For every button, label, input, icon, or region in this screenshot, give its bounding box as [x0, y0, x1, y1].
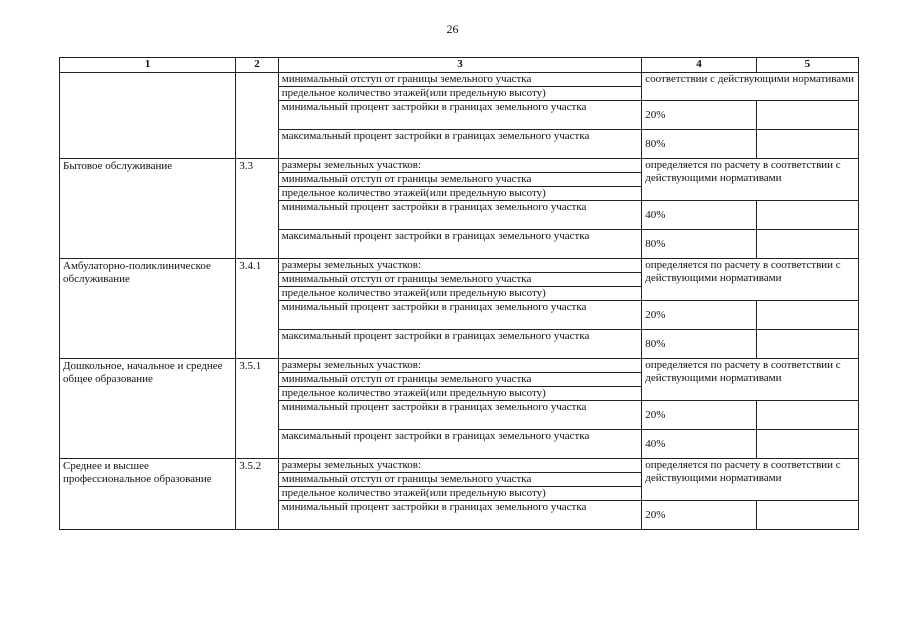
max-pct-value: 80%	[642, 330, 756, 359]
zoning-table	[59, 57, 859, 530]
req-sizes: размеры земельных участков:	[278, 459, 642, 473]
table-row	[60, 259, 859, 273]
page-number: 26	[446, 22, 459, 36]
req-max-floors: предельное количество этажей(или предельную высоту)	[278, 387, 642, 401]
req-min-pct: минимальный процент застройки в границах земельного участка	[278, 101, 642, 130]
req-max-pct: максимальный процент застройки в границах земельного участка	[278, 130, 642, 159]
req-max-pct: максимальный процент застройки в границах земельного участка	[278, 230, 642, 259]
empty-cell	[756, 301, 858, 330]
use-name-cell: Среднее и высшее профессиональное образование	[60, 459, 236, 530]
req-min-offset: минимальный отступ от границы земельного участка	[278, 73, 642, 87]
code-cell: 3.4.1	[236, 259, 279, 359]
table-row	[60, 459, 859, 473]
empty-cell	[756, 330, 858, 359]
table-row	[60, 73, 859, 87]
normative-cell: определяется по расчету в соответствии с действующими нормативами	[642, 259, 859, 301]
req-sizes: размеры земельных участков:	[278, 159, 642, 173]
min-pct-value: 20%	[642, 501, 756, 530]
empty-cell	[756, 101, 858, 130]
req-min-pct: минимальный процент застройки в границах земельного участка	[278, 501, 642, 530]
req-min-offset: минимальный отступ от границы земельного участка	[278, 373, 642, 387]
empty-cell	[756, 201, 858, 230]
header-col-1: 1	[60, 58, 236, 73]
code-cell: 3.5.2	[236, 459, 279, 530]
req-sizes: размеры земельных участков:	[278, 359, 642, 373]
normative-cell: соответствии с действующими нормативами	[642, 73, 859, 101]
req-max-pct: максимальный процент застройки в границах земельного участка	[278, 330, 642, 359]
empty-cell	[756, 430, 858, 459]
req-max-floors: предельное количество этажей(или предельную высоту)	[278, 87, 642, 101]
min-pct-value: 20%	[642, 401, 756, 430]
table-row	[60, 159, 859, 173]
max-pct-value: 40%	[642, 430, 756, 459]
normative-cell: определяется по расчету в соответствии с действующими нормативами	[642, 459, 859, 501]
min-pct-value: 20%	[642, 301, 756, 330]
use-name-cell	[60, 73, 236, 159]
code-cell	[236, 73, 279, 159]
req-sizes: размеры земельных участков:	[278, 259, 642, 273]
normative-cell: определяется по расчету в соответствии с действующими нормативами	[642, 359, 859, 401]
use-name-cell: Амбулаторно-поликлиническое обслуживание	[60, 259, 236, 359]
max-pct-value: 80%	[642, 130, 756, 159]
req-min-pct: минимальный процент застройки в границах земельного участка	[278, 301, 642, 330]
normative-cell: определяется по расчету в соответствии с действующими нормативами	[642, 159, 859, 201]
header-col-2: 2	[236, 58, 279, 73]
code-cell: 3.3	[236, 159, 279, 259]
code-cell: 3.5.1	[236, 359, 279, 459]
table-row	[60, 359, 859, 373]
req-min-pct: минимальный процент застройки в границах земельного участка	[278, 401, 642, 430]
use-name-cell: Бытовое обслуживание	[60, 159, 236, 259]
header-col-5: 5	[756, 58, 858, 73]
empty-cell	[756, 130, 858, 159]
req-min-offset: минимальный отступ от границы земельного участка	[278, 473, 642, 487]
max-pct-value: 80%	[642, 230, 756, 259]
req-min-offset: минимальный отступ от границы земельного участка	[278, 273, 642, 287]
req-max-floors: предельное количество этажей(или предельную высоту)	[278, 487, 642, 501]
header-col-3: 3	[278, 58, 642, 73]
min-pct-value: 20%	[642, 101, 756, 130]
use-name-cell: Дошкольное, начальное и среднее общее образование	[60, 359, 236, 459]
req-max-floors: предельное количество этажей(или предельную высоту)	[278, 187, 642, 201]
empty-cell	[756, 230, 858, 259]
min-pct-value: 40%	[642, 201, 756, 230]
header-row	[60, 58, 859, 73]
req-max-pct: максимальный процент застройки в границах земельного участка	[278, 430, 642, 459]
header-col-4: 4	[642, 58, 756, 73]
req-min-pct: минимальный процент застройки в границах земельного участка	[278, 201, 642, 230]
req-min-offset: минимальный отступ от границы земельного участка	[278, 173, 642, 187]
empty-cell	[756, 501, 858, 530]
req-max-floors: предельное количество этажей(или предельную высоту)	[278, 287, 642, 301]
empty-cell	[756, 401, 858, 430]
